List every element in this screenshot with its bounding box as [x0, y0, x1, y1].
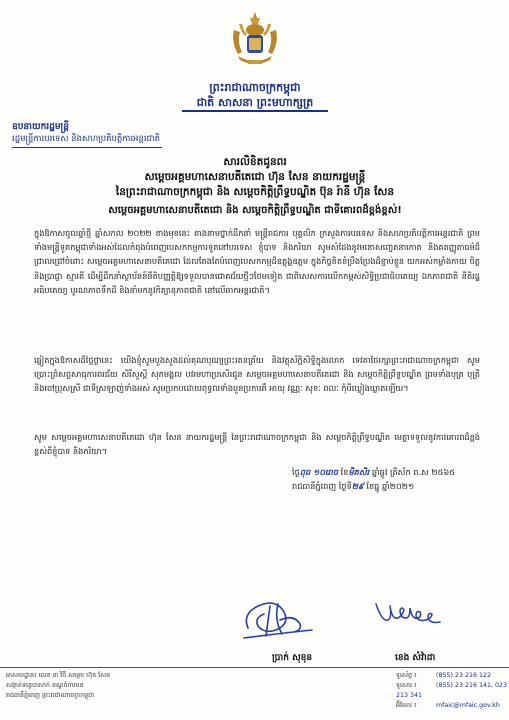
date-prefix: ថ្ងៃ [292, 467, 300, 477]
email-link[interactable]: mfaic@mfaic.gov.kh [436, 702, 500, 709]
footer-fax [396, 681, 509, 701]
tel-label: ទូរស័ព្ទ ៖ [396, 672, 417, 679]
email-label: អ៊ីមែល ៖ [396, 702, 417, 709]
footer-email [396, 701, 509, 711]
fax-label: ទូរសារ ៖ [396, 682, 417, 689]
ministry-block [12, 121, 160, 145]
footer-tel [396, 671, 509, 681]
title-line-3: នៃព្រះរាជាណាចក្រកម្ពុជា និង សម្តេចកិត្តិព្រឹទ្ធបណ្ឌិត ប៊ុន រ៉ានី ហ៊ុន សែន [115, 186, 395, 198]
address-line-1: អាសយដ្ឋាន៖ លេខ ៣ វិថី សម្តេច ហ៊ុន សែន [6, 672, 111, 679]
place-date-prefix: រាជធានីភ្នំពេញ ថ្ងៃទី [292, 480, 352, 491]
signature-1-icon [240, 598, 316, 642]
footer-contact [396, 671, 509, 711]
paragraph-2: ឆ្លៀតក្នុងឱកាសដ៏ថ្លៃថ្លានេះ យើងខ្ញុំសូមបួងសួងដល់គុណបុណ្យព្រះរតនត្រ័យ និងវត្ថុស័ក្តិសិទ្ធិក្នុងលោក ទេវតាថែរក្សាព្រះរាជាណាចក្រកម្ពុជា សូមប្រោះព្រំសព្ទសាធុការពរជ័យ សិរីសួស្តី សុភមង្គល បវរមហាប្រសើរជូន សម្តេចអគ្គមហាសេនាបតីតេជោ និង សម្តេចកិត្តិព្រឹទ្ធបណ្ឌិត ព្រមទាំងបុត្រ បុត្រី និងចៅប្រុសស្រី ជាទីស្រឡាញ់ទាំងអស់ សូមប្រកបដោយពុទ្ធពរទាំងបួនប្រការគឺ អាយុ វណ្ណៈ សុខៈ ពលៈ កុំបីឃ្លៀងឃ្លាតឡើយ។ [34, 355, 480, 394]
paragraph-1: ក្នុងឱកាសចូលឆ្នាំថ្មី ឆ្នាំសកល ២០២២ ខាងមុខនេះ តាងនាមថ្នាក់ដឹកនាំ មន្ត្រីរាជការ បុគ្គលិក ក្រសួងការបរទេស និងសហប្រតិបត្តិការអន្តរជាតិ ព្រមទាំងមន្ត្រីទូតកម្ពុជាទាំងអស់ដែលកំពុងបំពេញបេសកកម្មការទូតនៅបរទេស ខ្ញុំបាទ និងភរិយា សូមសំដែងនូវមនោសញ្ចេតនាកោត និងគតញ្ញូតាធម៌ដ៏ជ្រាលជ្រៅចំពោះ សម្តេចអគ្គមហាសេនាបតីតេជោ ដែលតែងតែបំពេញបេសកកម្មដ៏ឧត្តុង្គឧត្តម ក្នុងកិច្ចខិតខំប្រឹងប្រែងដ៏ខ្ជាប់ខ្ជួន យកអស់កម្លាំងកាយ ចិត្ត និងប្រាជ្ញា ស្មារតី ដើម្បីដឹកនាំស្ថាប័នន៍នីតិបញ្ញត្តិឱ្យទទួលបានជោគជ័យថ្មីៗថែមទៀត ជាពិសេសការលើកកម្ពស់សិទ្ធិប្រជាធិបតេយ្យ ឯកភាពជាតិ នីតិរដ្ឋ អធិបតេយ្យ បូរណភាពទឹកដី និងនាំមកនូវកិត្យានុភាពជាតិ នៅលើឆាកអន្តរជាតិ។ [34, 228, 480, 295]
signer-1-name: ប្រាក់ សុខុន [272, 653, 313, 663]
signer-2-name: ខេង សំវ៉ាដា [395, 653, 436, 663]
ministry-name: រដ្ឋមន្ត្រីការបរទេស និងសហប្រតិបត្តិការអន្តរជាតិ [12, 134, 161, 144]
date-day-handwritten: ពុធ ១០រោច [299, 467, 339, 477]
date-month-year: ខែធ្នូ ឆ្នាំ២០២១ [363, 480, 415, 491]
address-line-2: សង្កាត់ទន្លេបាសាក់ ខណ្ឌចំការមន [6, 682, 84, 689]
office-title: ឧបនាយករដ្ឋមន្ត្រី [12, 122, 69, 132]
address-line-3: រាជធានីភ្នំពេញ ព្រះរាជាណាចក្រកម្ពុជា [6, 692, 95, 699]
national-motto: ជាតិ សាសនា ព្រះមហាក្សត្រ [196, 96, 314, 109]
header-divider [182, 110, 328, 112]
salutation: សម្តេចអគ្គមហាសេនាបតីតេជោ និង សម្តេចកិត្តិព្រឹទ្ធបណ្ឌិត ជាទីគោរពដ៏ខ្ពង់ខ្ពស់! [108, 205, 402, 216]
solar-date-line [292, 480, 455, 494]
letter-title [60, 155, 450, 200]
tel-value: (855) 23 216 122 [436, 672, 491, 679]
kingdom-header [130, 80, 380, 110]
signature-2-icon [372, 598, 454, 630]
date-daynum-handwritten: ២៩ [351, 480, 364, 491]
date-year-lunar: ឆ្នាំឆ្លូវ ត្រីស័ក ព.ស ២៥៦៥ [369, 467, 456, 477]
title-line-2: សម្តេចអគ្គមហាសេនាបតីតេជោ ហ៊ុន សែន នាយករដ្ឋមន្ត្រី [144, 171, 366, 183]
ministry-divider [12, 147, 162, 148]
lunar-date-line [292, 466, 455, 480]
paragraph-3: សូម សម្តេចអគ្គមហាសេនាបតីតេជោ ហ៊ុន សែន នាយករដ្ឋមន្ត្រី នៃព្រះរាជាណាចក្រកម្ពុជា និង សម្តេចកិត្តិព្រឹទ្ធបណ្ឌិត មេត្តាទទួលនូវការគោរពដ៏ខ្ពង់ខ្ពស់ពីខ្ញុំបាទ និងភរិយា។ [34, 432, 480, 457]
kingdom-name: ព្រះរាជាណាចក្រកម្ពុជា [209, 81, 301, 94]
footer-address [6, 671, 110, 701]
fax-value: (855) 23 216 141, 023 213 341 [396, 682, 508, 699]
letter-date [292, 466, 455, 493]
date-month-prefix: ខែ [338, 467, 349, 477]
footer-divider [0, 667, 509, 668]
title-line-1: សារលិខិតជូនពរ [223, 156, 287, 168]
date-month-handwritten: មិគសិរ [348, 467, 370, 477]
royal-coat-of-arms-icon [228, 10, 282, 68]
